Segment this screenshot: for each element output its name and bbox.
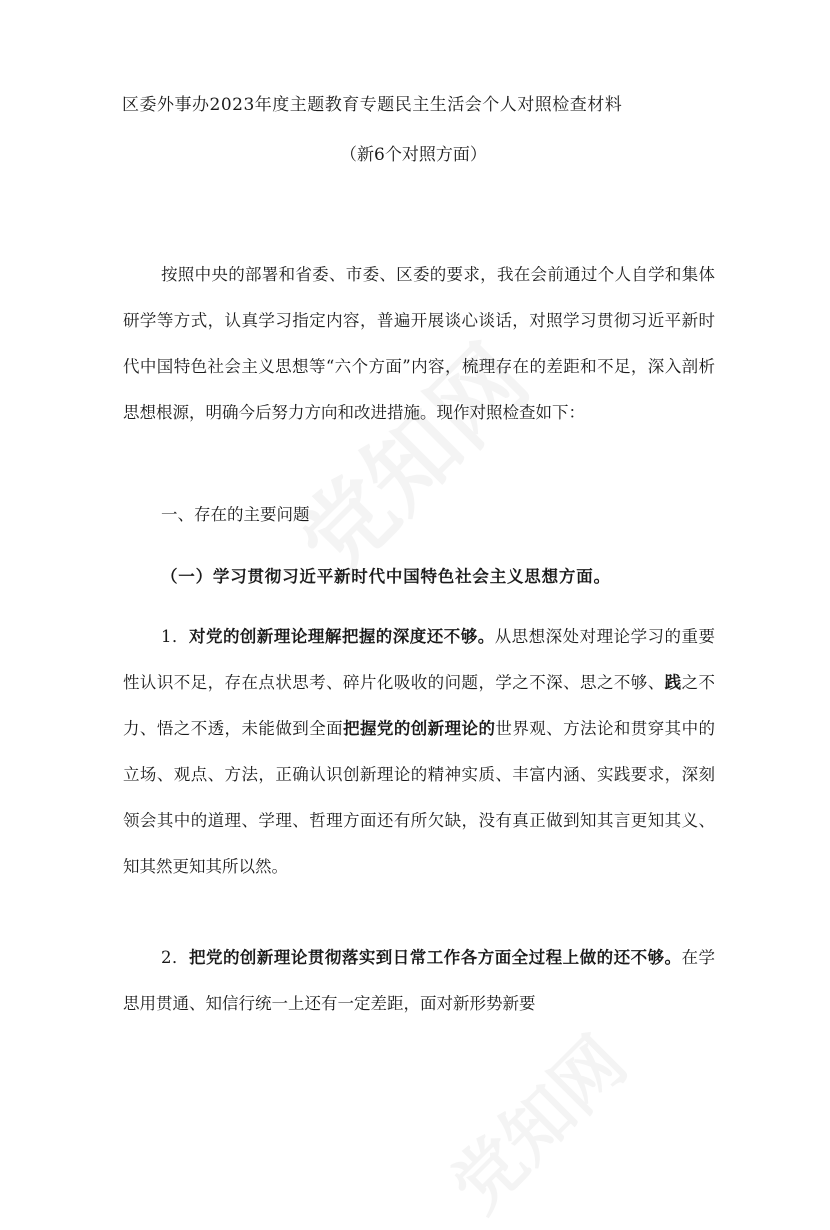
item-paragraph-1 bbox=[123, 614, 715, 890]
item-bold-phrase: 把握党的创新理论的 bbox=[343, 719, 496, 738]
item-bold-word: 践 bbox=[664, 673, 682, 692]
section-heading: 一、存在的主要问题 bbox=[161, 505, 310, 524]
subsection-heading: （一）学习贯彻习近平新时代中国特色社会主义思想方面。 bbox=[161, 567, 611, 586]
intro-paragraph: 按照中央的部署和省委、市委、区委的要求，我在会前通过个人自学和集体研学等方式，认真学习指定内容，普遍开展谈心谈话，对照学习贯彻习近平新时代中国特色社会主义思想等“六个方面”内容，梳理存在的差距和不足，深入剖析思想根源，明确今后努力方向和改进措施。现作对照检查如下： bbox=[123, 265, 715, 422]
document-subtitle: （新6个对照方面） bbox=[340, 145, 487, 165]
item-text: 之不力、悟之不透，未能做到全面 bbox=[123, 673, 716, 738]
item-bold-title: 把党的创新理论贯彻落实到日常工作各方面全过程上做的还不够。 bbox=[188, 948, 682, 967]
watermark bbox=[425, 1011, 645, 1230]
item-number: 1． bbox=[161, 627, 189, 646]
item-number: 2． bbox=[161, 948, 189, 967]
item-text: 在学思用贯通、知信行统一上还有一定差距，面对新形势新要 bbox=[123, 948, 715, 1013]
item-paragraph-2 bbox=[123, 935, 715, 1027]
item-text: 从思想深处对理论学习的重要性认识不足，存在点状思考、碎片化吸收的问题，学之不深、思之不够、 bbox=[123, 627, 715, 692]
item-text: 世界观、方法论和贯穿其中的立场、观点、方法，正确认识创新理论的精神实质、丰富内涵、实践要求，深刻领会其中的道理、学理、哲理方面还有所欠缺，没有真正做到知其言更知其义、知其然更知其所以然。 bbox=[123, 719, 716, 876]
document-title: 区委外事办2023年度主题教育专题民主生活会个人对照检查材料 bbox=[122, 95, 623, 115]
item-bold-title: 对党的创新理论理解把握的深度还不够。 bbox=[188, 627, 495, 646]
